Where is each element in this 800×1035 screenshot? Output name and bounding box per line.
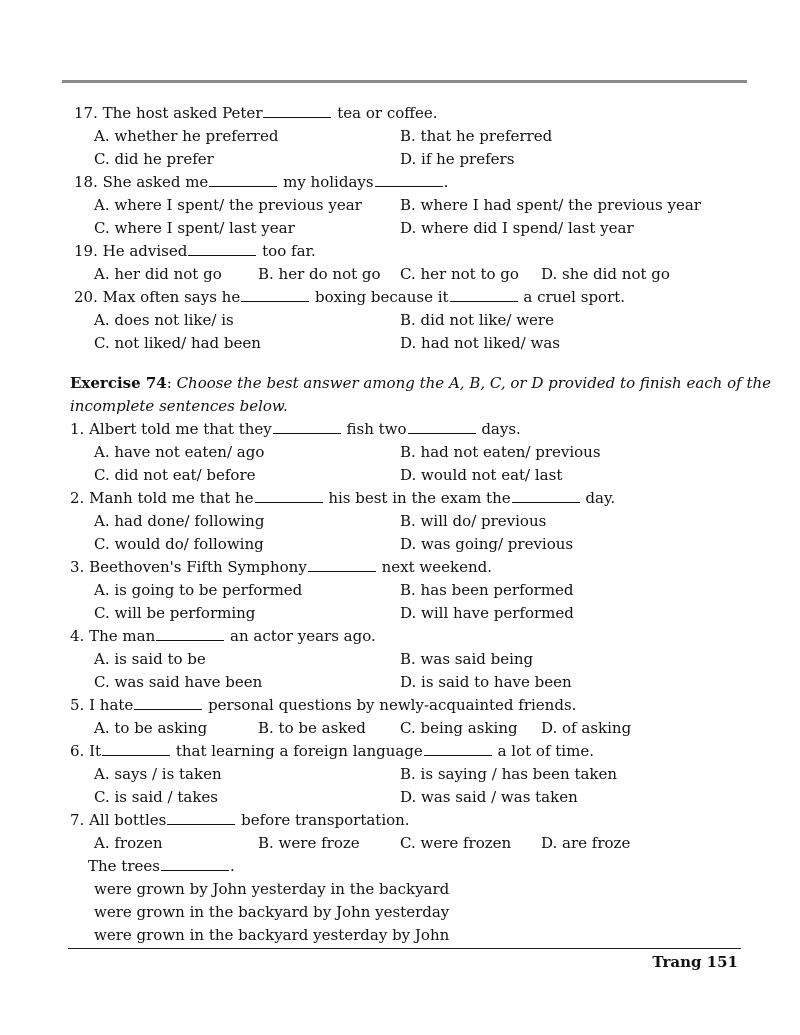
option-row <box>0 309 800 332</box>
question-text: . <box>443 173 449 191</box>
question-number: 3. <box>70 558 85 576</box>
answer-blank[interactable] <box>134 695 202 710</box>
exercise-instruction-cont: incomplete sentences below. <box>70 397 288 415</box>
option-d[interactable]: D. where did I spend/ last year <box>400 219 634 237</box>
question-text: It <box>89 742 102 760</box>
question-19 <box>0 240 800 263</box>
answer-blank[interactable] <box>102 741 170 756</box>
option-row <box>0 602 800 625</box>
question-3 <box>0 556 800 579</box>
question-text: an actor years ago. <box>230 627 376 645</box>
option-c[interactable]: C. her not to go <box>400 265 519 283</box>
option-row <box>0 579 800 602</box>
option-d[interactable]: D. of asking <box>541 719 632 737</box>
option-b[interactable]: B. her do not go <box>258 265 381 283</box>
question-text: fish two <box>346 420 407 438</box>
question-text: Max often says he <box>102 288 241 306</box>
question-text: next weekend. <box>381 558 492 576</box>
option-row <box>0 763 800 786</box>
question-text: personal questions by newly-acquainted friends. <box>208 696 577 714</box>
option-row <box>0 263 800 286</box>
answer-blank[interactable] <box>161 856 229 871</box>
option-d[interactable]: D. had not liked/ was <box>400 334 560 352</box>
option-b[interactable]: B. has been performed <box>400 581 574 599</box>
question-text: a cruel sport. <box>523 288 626 306</box>
option-a[interactable]: A. her did not go <box>94 265 222 283</box>
exercise-heading: Exercise 74: Choose the best answer among the A, B, C, or D provided to finish each of the <box>70 374 772 392</box>
option-b[interactable]: B. is saying / has been taken <box>400 765 618 783</box>
option-b[interactable]: B. had not eaten/ previous <box>400 443 601 461</box>
option-text[interactable]: were grown in the backyard yesterday by John <box>94 926 450 944</box>
question-text: tea or coffee. <box>337 104 438 122</box>
option-a[interactable]: A. to be asking <box>94 719 208 737</box>
option-c[interactable]: C. is said / takes <box>94 788 219 806</box>
exercise-title: Exercise 74 <box>70 374 167 392</box>
option-a[interactable]: A. have not eaten/ ago <box>94 443 265 461</box>
question-number: 1. <box>70 420 85 438</box>
header-rule <box>62 80 747 83</box>
answer-blank[interactable] <box>156 626 224 641</box>
option-row <box>0 878 800 901</box>
option-row <box>0 332 800 355</box>
question-number: 18. <box>74 173 98 191</box>
option-d[interactable]: D. is said to have been <box>400 673 572 691</box>
option-row <box>0 901 800 924</box>
page-number: Trang 151 <box>652 953 738 971</box>
option-a[interactable]: A. frozen <box>94 834 163 852</box>
question-text: boxing because it <box>315 288 449 306</box>
question-text: She asked me <box>102 173 209 191</box>
question-number: 20. <box>74 288 98 306</box>
question-text: I hate <box>89 696 134 714</box>
option-c[interactable]: C. being asking <box>400 719 518 737</box>
question-text: before transportation. <box>241 811 410 829</box>
option-b[interactable]: B. did not like/ were <box>400 311 554 329</box>
option-d[interactable]: D. she did not go <box>541 265 670 283</box>
answer-blank[interactable] <box>512 488 580 503</box>
option-b[interactable]: B. to be asked <box>258 719 366 737</box>
option-row <box>0 924 800 947</box>
answer-blank[interactable] <box>424 741 492 756</box>
question-number: 19. <box>74 242 98 260</box>
question-text: that learning a foreign language <box>175 742 423 760</box>
question-number: 17. <box>74 104 98 122</box>
option-row <box>0 786 800 809</box>
question-text: Beethoven's Fifth Symphony <box>89 558 307 576</box>
option-row <box>0 510 800 533</box>
option-c[interactable]: C. will be performing <box>94 604 256 622</box>
option-b[interactable]: B. will do/ previous <box>400 512 547 530</box>
question-trees <box>0 855 800 878</box>
option-a[interactable]: A. does not like/ is <box>94 311 234 329</box>
option-row <box>0 194 800 217</box>
question-text: day. <box>585 489 616 507</box>
option-text[interactable]: were grown by John yesterday in the backyard <box>94 880 450 898</box>
option-a[interactable]: A. is going to be performed <box>94 581 303 599</box>
option-row <box>0 441 800 464</box>
question-number: 4. <box>70 627 85 645</box>
question-text: The man <box>89 627 156 645</box>
option-a[interactable]: A. is said to be <box>94 650 206 668</box>
question-number: 6. <box>70 742 85 760</box>
question-text: Manh told me that he <box>89 489 254 507</box>
question-4 <box>0 625 800 648</box>
question-text: my holidays <box>283 173 374 191</box>
option-a[interactable]: A. where I spent/ the previous year <box>94 196 362 214</box>
option-d[interactable]: D. if he prefers <box>400 150 515 168</box>
section-gap <box>0 355 800 372</box>
option-d[interactable]: D. would not eat/ last <box>400 466 563 484</box>
exercise-instruction: Choose the best answer among the A, B, C, or D provided to finish each of the <box>176 374 772 392</box>
option-c[interactable]: C. not liked/ had been <box>94 334 261 352</box>
option-c[interactable]: C. did he prefer <box>94 150 214 168</box>
answer-blank[interactable] <box>408 419 476 434</box>
option-b[interactable]: B. were froze <box>258 834 360 852</box>
option-a[interactable]: A. says / is taken <box>94 765 222 783</box>
option-d[interactable]: D. was said / was taken <box>400 788 578 806</box>
option-b[interactable]: B. was said being <box>400 650 534 668</box>
exercise-content <box>0 102 800 947</box>
question-7 <box>0 809 800 832</box>
option-c[interactable]: C. were frozen <box>400 834 512 852</box>
answer-blank[interactable] <box>241 287 309 302</box>
option-b[interactable]: B. that he preferred <box>400 127 553 145</box>
option-a[interactable]: A. whether he preferred <box>94 127 279 145</box>
question-17 <box>0 102 800 125</box>
question-6 <box>0 740 800 763</box>
answer-blank[interactable] <box>209 172 277 187</box>
question-5 <box>0 694 800 717</box>
option-row <box>0 125 800 148</box>
option-text[interactable]: were grown in the backyard by John yesterday <box>94 903 450 921</box>
question-text: The host asked Peter <box>102 104 263 122</box>
question-text: . <box>229 857 235 875</box>
option-d[interactable]: D. are froze <box>541 834 631 852</box>
question-text: his best in the exam the <box>328 489 511 507</box>
question-text: Albert told me that they <box>89 420 272 438</box>
answer-blank[interactable] <box>188 241 256 256</box>
option-row <box>0 671 800 694</box>
answer-blank[interactable] <box>167 810 235 825</box>
question-number: 2. <box>70 489 85 507</box>
question-text: too far. <box>262 242 316 260</box>
answer-blank[interactable] <box>450 287 518 302</box>
question-text: The trees <box>88 857 160 875</box>
option-c[interactable]: C. did not eat/ before <box>94 466 256 484</box>
option-row <box>0 217 800 240</box>
option-c[interactable]: C. where I spent/ last year <box>94 219 295 237</box>
option-d[interactable]: D. was going/ previous <box>400 535 574 553</box>
answer-blank[interactable] <box>263 103 331 118</box>
option-a[interactable]: A. had done/ following <box>94 512 265 530</box>
answer-blank[interactable] <box>308 557 376 572</box>
question-2 <box>0 487 800 510</box>
question-number: 7. <box>70 811 85 829</box>
question-20 <box>0 286 800 309</box>
answer-blank[interactable] <box>375 172 443 187</box>
footer-rule <box>68 948 741 949</box>
question-text: a lot of time. <box>497 742 594 760</box>
question-1 <box>0 418 800 441</box>
answer-blank[interactable] <box>255 488 323 503</box>
option-row <box>0 832 800 855</box>
option-b[interactable]: B. where I had spent/ the previous year <box>400 196 701 214</box>
option-row <box>0 464 800 487</box>
question-text: days. <box>481 420 521 438</box>
question-text: All bottles <box>89 811 167 829</box>
option-row <box>0 148 800 171</box>
option-d[interactable]: D. will have performed <box>400 604 574 622</box>
option-c[interactable]: C. would do/ following <box>94 535 264 553</box>
answer-blank[interactable] <box>273 419 341 434</box>
option-row <box>0 533 800 556</box>
question-text: He advised <box>102 242 188 260</box>
option-c[interactable]: C. was said have been <box>94 673 263 691</box>
exercise-heading-cont <box>0 395 800 418</box>
question-18 <box>0 171 800 194</box>
question-number: 5. <box>70 696 85 714</box>
option-row <box>0 717 800 740</box>
option-row <box>0 648 800 671</box>
